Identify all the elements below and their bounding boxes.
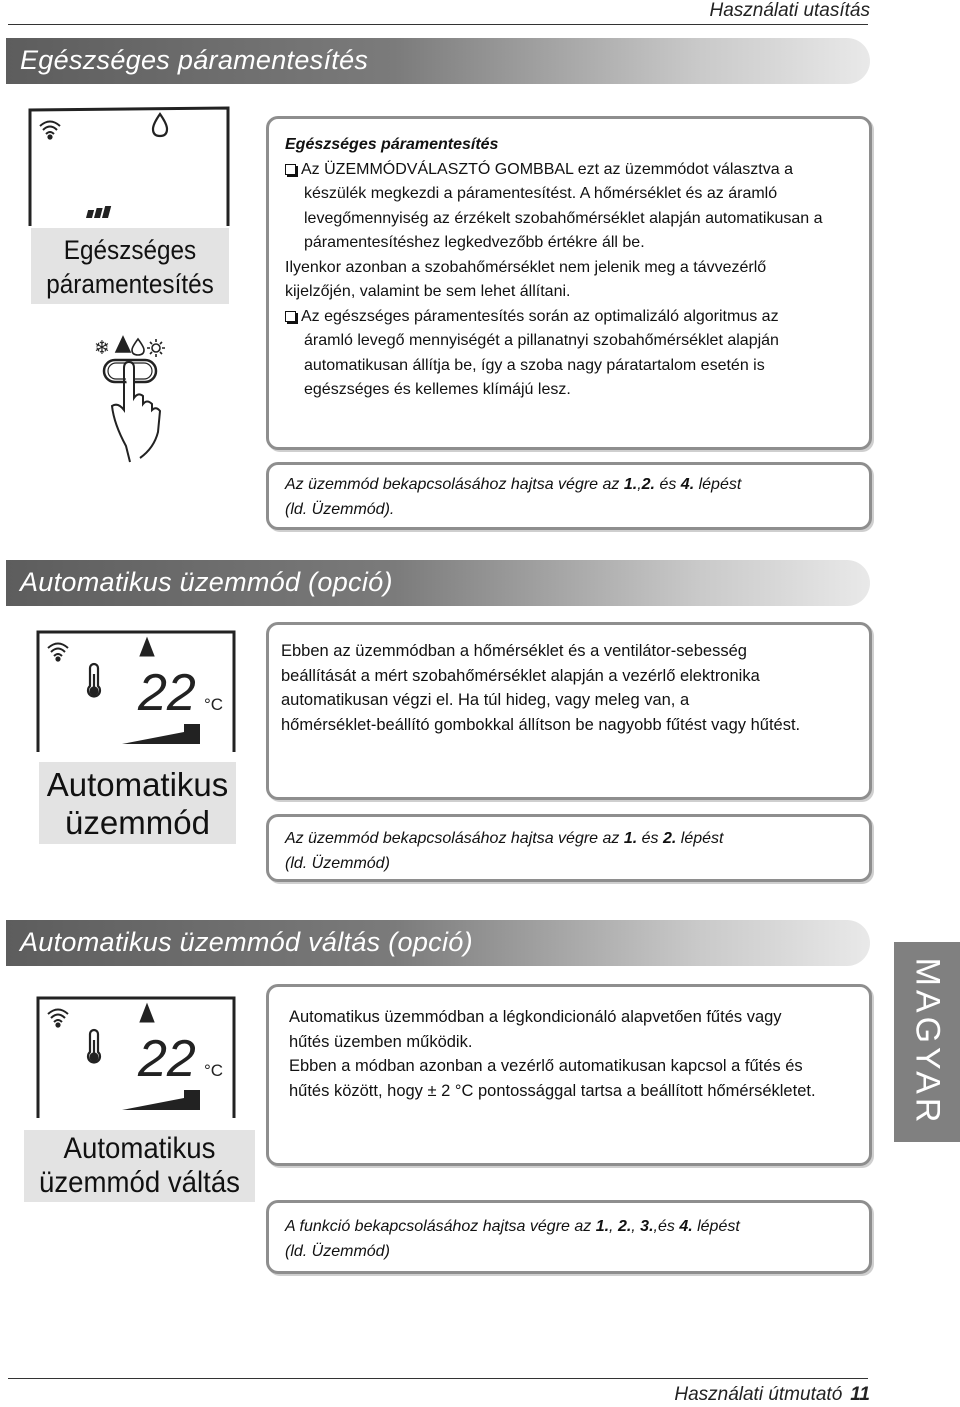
box-title: Egészséges páramentesítés bbox=[285, 136, 499, 153]
note-line1: Az üzemmód bekapcsolásához hajtsa végre az 1.,2. és 4. lépést bbox=[285, 476, 742, 493]
water-drop-icon bbox=[153, 114, 167, 136]
mode-label-card bbox=[24, 1130, 255, 1202]
mode-label-card bbox=[39, 762, 236, 844]
signal-icon bbox=[48, 644, 68, 661]
section-banner-auto-mode bbox=[6, 560, 870, 606]
footer-text: Használati útmutató bbox=[674, 1384, 843, 1405]
section-title: Automatikus üzemmód (opció) bbox=[20, 567, 393, 597]
section-banner-auto-changeover bbox=[6, 920, 870, 966]
thermometer-icon bbox=[88, 664, 100, 696]
note-box-auto-mode bbox=[266, 814, 872, 882]
mode-label-line2: üzemmód bbox=[65, 804, 210, 841]
mode-label-line1: Automatikus bbox=[63, 1132, 216, 1165]
svg-text:❄: ❄ bbox=[94, 338, 110, 359]
temperature-unit: °C bbox=[204, 695, 224, 714]
header-title: Használati utasítás bbox=[709, 0, 870, 21]
mode-label-card bbox=[31, 228, 229, 304]
note-line2: (ld. Üzemmód) bbox=[285, 854, 390, 872]
paragraph-3: Az egészséges páramentesítés során az optimalizáló algoritmus az áramló levegő mennyiségét a pillanatnyi szobahőmérséklet alapján automatikusan állítja be, így a szoba nagy páratartalom esetén is egészséges és kellemes klímájú lesz. bbox=[285, 305, 865, 403]
section-banner-dehumidify bbox=[6, 38, 870, 84]
checkbox-bullet-icon bbox=[285, 311, 296, 322]
mode-label-line1: Egészséges bbox=[63, 235, 197, 265]
mode-label-line1: Automatikus bbox=[46, 766, 229, 803]
remote-display-auto-changeover bbox=[36, 994, 240, 1120]
thermometer-icon bbox=[88, 1030, 100, 1062]
section-title: Automatikus üzemmód váltás (opció) bbox=[20, 927, 473, 957]
description-box-auto-mode: Ebben az üzemmódban a hőmérséklet és a ventilátor-sebesség beállítását a mért szobahőmérséklet alapján a vezérlő elektronika automatikusan végzi el. Ha túl hideg, vagy meleg van, a hőmérséklet-beállító gombokkal állítson be nagyobb fűtést vagy hűtést. bbox=[266, 622, 872, 800]
note-line1: Az üzemmód bekapcsolásához hajtsa végre az 1. és 2. lépést bbox=[285, 830, 724, 847]
language-tab-label: MAGYAR bbox=[908, 957, 947, 1127]
remote-display-auto-mode bbox=[36, 628, 240, 754]
paragraph-2: Ilyenkor azonban a szobahőmérséklet nem jelenik meg a távvezérlő kijelzőjén, valamint be sem lehet állítani. bbox=[285, 258, 767, 300]
temperature-readout: 22 bbox=[138, 664, 196, 722]
note-line1: A funkció bekapcsolásához hajtsa végre az 1., 2., 3.,és 4. lépést bbox=[285, 1218, 740, 1235]
note-line2: (ld. Üzemmód). bbox=[285, 500, 395, 518]
header-divider bbox=[8, 24, 868, 25]
note-line2: (ld. Üzemmód) bbox=[285, 1242, 390, 1260]
footer bbox=[674, 1384, 870, 1406]
paragraph-1: Az ÜZEMMÓDVÁLASZTÓ GOMBBAL ezt az üzemmódot választva a készülék megkezdi a páramentesítést. A hőmérséklet és az áramló levegőmennyiség az érzékelt szobahőmérséklet alapján automatikusan a páramentesítéshez legkedvezőbb értékre áll be. bbox=[285, 158, 865, 256]
auto-mode-icon bbox=[140, 638, 154, 656]
fan-speed-icon bbox=[86, 206, 111, 218]
auto-mode-icon bbox=[140, 1004, 154, 1022]
description-box-dehumidify bbox=[266, 116, 872, 450]
note-box-auto-changeover bbox=[266, 1200, 872, 1274]
mode-label-line2: páramentesítés bbox=[46, 269, 214, 299]
fan-speed-icon bbox=[122, 1090, 200, 1110]
section-title: Egészséges páramentesítés bbox=[20, 45, 369, 75]
page-number: 11 bbox=[850, 1384, 870, 1405]
footer-divider bbox=[8, 1378, 868, 1379]
note-box-dehumidify bbox=[266, 462, 872, 530]
mode-label-line2: üzemmód váltás bbox=[39, 1166, 240, 1199]
temperature-unit: °C bbox=[204, 1061, 224, 1080]
mode-icons bbox=[94, 337, 165, 359]
description-box-auto-changeover: Automatikus üzemmódban a légkondicionáló alapvetően fűtés vagy hűtés üzemben működik. Ebben a módban azonban a vezérlő automatikusan kapcsol a fűtés és hűtés között, hogy ± 2 °C pontossággal tartsa a beállított hőmérsékletet. bbox=[266, 984, 872, 1166]
signal-icon bbox=[48, 1010, 68, 1027]
signal-icon bbox=[40, 122, 60, 139]
checkbox-bullet-icon bbox=[285, 164, 296, 175]
language-tab bbox=[894, 942, 960, 1142]
temperature-readout: 22 bbox=[138, 1030, 196, 1088]
fan-speed-icon bbox=[122, 724, 200, 744]
